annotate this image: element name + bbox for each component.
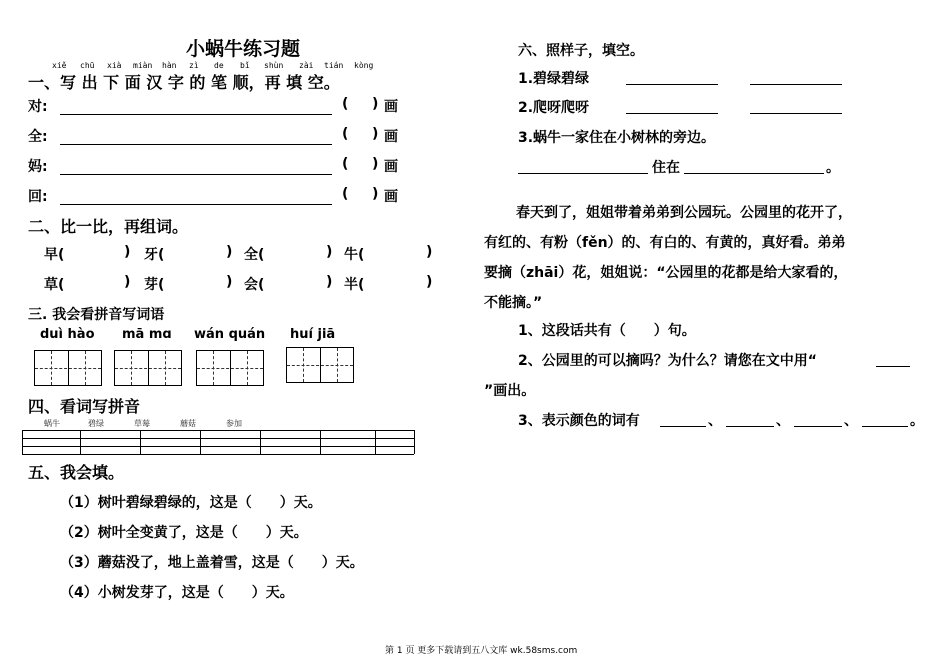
s2-item: 芽(: [144, 277, 165, 293]
answer-line[interactable]: [862, 426, 908, 427]
s1-char: 全:: [28, 129, 48, 145]
answer-line[interactable]: [794, 426, 842, 427]
answer-line[interactable]: [726, 426, 774, 427]
answer-line[interactable]: [626, 84, 718, 85]
s3-pinyin: wán quán: [194, 327, 266, 342]
pinyin: zì: [189, 61, 199, 70]
s2-item: ): [124, 244, 131, 260]
passage-line: 春天到了，姐姐带着弟弟到公园玩。公园里的花开了，: [516, 205, 852, 221]
page-title: 小蜗牛练习题: [186, 38, 301, 60]
pinyin: shùn: [264, 61, 284, 70]
s2-item: ): [326, 244, 333, 260]
s1-char: 对:: [28, 99, 48, 115]
s5-item: （1）树叶碧绿碧绿的，这是（ ）天。: [60, 495, 322, 511]
s5-item: （4）小树发芽了，这是（ ）天。: [60, 585, 294, 601]
separator: 、: [776, 413, 790, 429]
s6-heading: 六、照样子，填空。: [518, 43, 644, 59]
s2-item: ): [426, 274, 433, 290]
passage-line: 要摘（zhāi）花，姐姐说：“公园里的花都是给大家看的，: [484, 265, 848, 281]
suffix: 画: [384, 159, 398, 175]
separator: 、: [844, 413, 858, 429]
s5-heading: 五、我会填。: [28, 463, 125, 482]
s3-pinyin: mā mɑ: [122, 327, 172, 342]
pinyin: de: [214, 61, 224, 70]
s3-pinyin: duì hào: [40, 327, 95, 342]
pinyin: kòng: [354, 61, 374, 70]
s2-item: 早(: [44, 247, 65, 263]
s6-item: 1.碧绿碧绿: [518, 71, 590, 87]
paren: (: [342, 126, 349, 142]
answer-line[interactable]: [626, 113, 718, 114]
s6-item: 。: [826, 160, 840, 176]
paren: ): [372, 156, 379, 172]
writing-box[interactable]: [114, 350, 182, 386]
s2-item: ): [326, 274, 333, 290]
paren: (: [342, 156, 349, 172]
answer-line[interactable]: [684, 173, 824, 174]
pinyin: bǐ: [240, 61, 250, 70]
s5-item: （3）蘑菇没了，地上盖着雪，这是（ ）天。: [60, 555, 364, 571]
s6-item: 3.蜗牛一家住在小树林的旁边。: [518, 130, 716, 146]
s3-pinyin: huí jiā: [290, 327, 336, 342]
answer-line[interactable]: [750, 113, 842, 114]
answer-line[interactable]: [60, 174, 332, 175]
pinyin: chū: [80, 61, 95, 70]
pinyin: hàn: [162, 61, 177, 70]
s2-item: 全(: [244, 247, 265, 263]
s2-item: 牙(: [144, 247, 165, 263]
pinyin: xiě: [52, 61, 67, 70]
writing-box[interactable]: [34, 350, 102, 386]
s2-item: 草(: [44, 277, 65, 293]
s2-item: 半(: [344, 277, 365, 293]
answer-line[interactable]: [750, 84, 842, 85]
s6-item: 住在: [652, 160, 680, 176]
writing-box[interactable]: [286, 347, 354, 383]
separator: 、: [708, 413, 722, 429]
paren: ): [372, 126, 379, 142]
pinyin: tián: [324, 61, 344, 70]
answer-line[interactable]: [60, 144, 332, 145]
s2-item: ): [124, 274, 131, 290]
s4-word: 参加: [226, 419, 242, 428]
pinyin: xià: [107, 61, 122, 70]
pinyin: miàn: [133, 61, 153, 70]
question: 1、这段话共有（ ）句。: [518, 323, 696, 339]
s1-char: 回:: [28, 189, 48, 205]
paren: (: [342, 96, 349, 112]
suffix: 画: [384, 99, 398, 115]
suffix: 画: [384, 129, 398, 145]
s2-item: 牛(: [344, 247, 365, 263]
passage-line: 不能摘。”: [484, 295, 543, 311]
s6-item: 2.爬呀爬呀: [518, 100, 590, 116]
s1-char: 妈:: [28, 159, 48, 175]
passage-line: 有红的、有粉（fěn）的、有白的、有黄的，真好看。弟弟: [484, 235, 846, 251]
answer-line[interactable]: [660, 426, 706, 427]
pinyin: zài: [299, 61, 314, 70]
s1-heading: 一、写 出 下 面 汉 字 的 笔 顺，再 填 空。: [28, 73, 340, 92]
s4-word: 蜗牛: [44, 419, 60, 428]
answer-line[interactable]: [518, 173, 648, 174]
paren: (: [342, 186, 349, 202]
s2-heading: 二、比一比，再组词。: [28, 217, 189, 236]
s4-word: 草莓: [134, 419, 150, 428]
s2-item: ): [226, 274, 233, 290]
answer-line[interactable]: [60, 114, 332, 115]
separator: 。: [910, 413, 924, 429]
writing-box[interactable]: [196, 350, 264, 386]
question: 3、表示颜色的词有: [518, 413, 640, 429]
s3-heading: 三. 我会看拼音写词语: [28, 307, 165, 323]
answer-line[interactable]: [876, 366, 910, 367]
s4-word: 碧绿: [88, 419, 104, 428]
question: 2、公园里的可以摘吗？为什么？请您在文中用“: [518, 353, 817, 369]
s2-item: ): [426, 244, 433, 260]
question: ”画出。: [484, 383, 536, 399]
page-footer: 第 1 页 更多下载请到五八文库 wk.58sms.com: [385, 646, 578, 656]
suffix: 画: [384, 189, 398, 205]
s4-heading: 四、看词写拼音: [28, 397, 141, 416]
paren: ): [372, 96, 379, 112]
s4-word: 蘑菇: [180, 419, 196, 428]
s2-item: ): [226, 244, 233, 260]
paren: ): [372, 186, 379, 202]
answer-line[interactable]: [60, 204, 332, 205]
s2-item: 会(: [244, 277, 265, 293]
s5-item: （2）树叶全变黄了，这是（ ）天。: [60, 525, 308, 541]
